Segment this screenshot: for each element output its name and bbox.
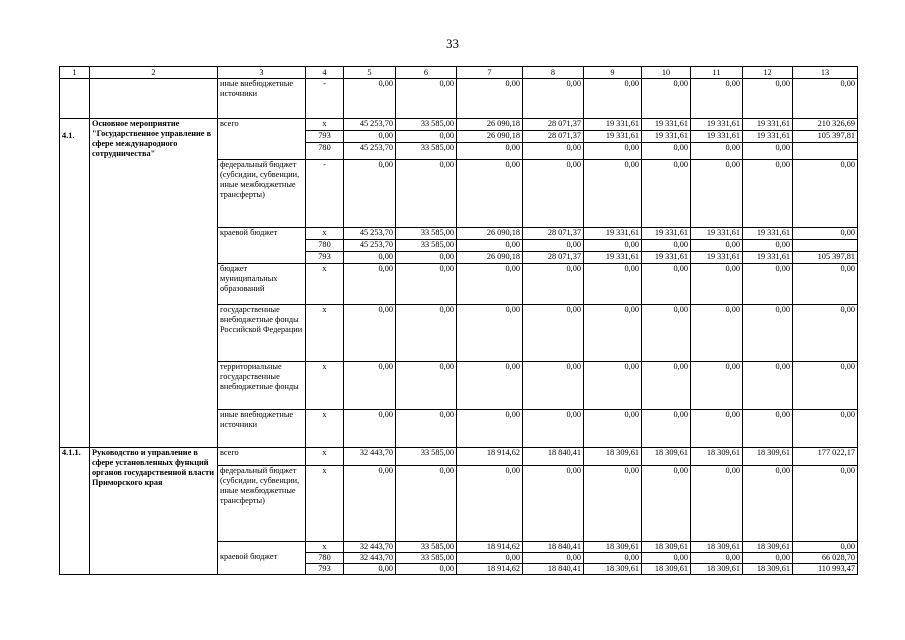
table-row: [60, 227, 858, 239]
value-cell: 0,00: [523, 409, 584, 447]
value-cell: 18 309,61: [691, 541, 743, 552]
value-cell: 0,00: [793, 227, 858, 239]
col-header: 9: [584, 67, 642, 79]
value-cell: 0,00: [584, 143, 642, 159]
value-cell: 0,00: [396, 465, 457, 541]
source-cell: государственные внебюджетные фонды Российской Федерации: [218, 304, 306, 361]
value-cell: 0,00: [642, 239, 691, 251]
value-cell: 33 585,00: [396, 552, 457, 563]
value-cell: 0,00: [691, 361, 743, 409]
section-number-cell: [60, 227, 90, 263]
source-cell: федеральный бюджет (субсидии, субвенции, иные межбюджетные трансферты): [218, 159, 306, 227]
value-cell: 19 331,61: [743, 251, 793, 263]
code-cell: -: [306, 159, 344, 227]
value-cell: 0,00: [584, 552, 642, 563]
value-cell: 0,00: [642, 304, 691, 361]
value-cell: 0,00: [344, 159, 396, 227]
value-cell: 28 071,37: [523, 227, 584, 239]
value-cell: 0,00: [584, 239, 642, 251]
value-cell: 0,00: [457, 263, 523, 304]
value-cell: 0,00: [642, 263, 691, 304]
value-cell: 0,00: [743, 304, 793, 361]
code-cell: 793: [306, 251, 344, 263]
table-row: [60, 159, 858, 227]
value-cell: 0,00: [523, 361, 584, 409]
value-cell: 33 585,00: [396, 447, 457, 465]
table-row: [60, 79, 858, 119]
value-cell: 19 331,61: [743, 227, 793, 239]
value-cell: 33 585,00: [396, 227, 457, 239]
value-cell: 18 840,41: [523, 447, 584, 465]
value-cell: 18 309,61: [642, 563, 691, 574]
value-cell: 0,00: [396, 563, 457, 574]
section-name-cell: Основное мероприятие "Государственное управление в сфере международного сотрудничества": [90, 119, 218, 160]
header-row: [60, 67, 858, 79]
value-cell: 0,00: [793, 541, 858, 552]
section-number-cell: 4.1.: [60, 119, 90, 160]
value-cell: 0,00: [523, 552, 584, 563]
value-cell: 0,00: [523, 79, 584, 119]
value-cell: 0,00: [691, 239, 743, 251]
section-number-cell: [60, 465, 90, 541]
value-cell: 32 443,70: [344, 541, 396, 552]
value-cell: 0,00: [743, 79, 793, 119]
value-cell: 33 585,00: [396, 119, 457, 131]
value-cell: 0,00: [457, 143, 523, 159]
col-header: 11: [691, 67, 743, 79]
value-cell: 0,00: [743, 263, 793, 304]
section-name-cell: [90, 552, 218, 574]
value-cell: 19 331,61: [584, 251, 642, 263]
value-cell: 18 309,61: [584, 447, 642, 465]
value-cell: 18 309,61: [743, 563, 793, 574]
table-row: [60, 263, 858, 304]
section-name-cell: Руководство и управление в сфере установленных функций органов государственной власти Приморского края: [90, 447, 218, 552]
value-cell: 0,00: [642, 159, 691, 227]
code-cell: -: [306, 79, 344, 119]
value-cell: 0,00: [743, 552, 793, 563]
value-cell: 0,00: [523, 239, 584, 251]
value-cell: 0,00: [691, 159, 743, 227]
value-cell: 18 914,62: [457, 563, 523, 574]
value-cell: 19 331,61: [642, 131, 691, 143]
section-number-cell: [60, 159, 90, 227]
value-cell: 0,00: [457, 159, 523, 227]
table-row: [60, 409, 858, 447]
value-cell: 0,00: [642, 361, 691, 409]
section-name-cell: [90, 227, 218, 263]
value-cell: 0,00: [523, 159, 584, 227]
code-cell: х: [306, 541, 344, 552]
col-header: 6: [396, 67, 457, 79]
value-cell: 0,00: [457, 239, 523, 251]
value-cell: 19 331,61: [743, 119, 793, 131]
value-cell: 0,00: [743, 465, 793, 541]
section-number-cell: 4.1.1.: [60, 447, 90, 465]
value-cell: 0,00: [584, 409, 642, 447]
value-cell: 19 331,61: [642, 227, 691, 239]
code-cell: х: [306, 465, 344, 541]
value-cell: 45 253,70: [344, 239, 396, 251]
value-cell: 0,00: [743, 409, 793, 447]
page-number: 33: [446, 36, 459, 51]
value-cell: 32 443,70: [344, 552, 396, 563]
value-cell: 0,00: [743, 143, 793, 159]
value-cell: 0,00: [396, 131, 457, 143]
value-cell: 18 914,62: [457, 447, 523, 465]
value-cell: [793, 239, 858, 251]
value-cell: 0,00: [691, 143, 743, 159]
value-cell: 0,00: [691, 465, 743, 541]
value-cell: 19 331,61: [691, 119, 743, 131]
value-cell: 0,00: [344, 263, 396, 304]
value-cell: 0,00: [523, 263, 584, 304]
value-cell: 0,00: [396, 304, 457, 361]
value-cell: 105 397,81: [793, 131, 858, 143]
code-cell: 780: [306, 239, 344, 251]
value-cell: 0,00: [691, 79, 743, 119]
value-cell: 18 309,61: [743, 447, 793, 465]
value-cell: 0,00: [523, 143, 584, 159]
value-cell: 0,00: [584, 159, 642, 227]
source-cell: иные внебюджетные источники: [218, 409, 306, 447]
value-cell: [793, 143, 858, 159]
section-number-cell: [60, 304, 90, 361]
value-cell: 0,00: [396, 409, 457, 447]
value-cell: 0,00: [344, 361, 396, 409]
value-cell: 0,00: [344, 79, 396, 119]
value-cell: 19 331,61: [642, 119, 691, 131]
value-cell: 0,00: [584, 304, 642, 361]
table-row: [60, 304, 858, 361]
value-cell: 0,00: [523, 465, 584, 541]
source-cell: иные внебюджетные источники: [218, 79, 306, 119]
value-cell: 19 331,61: [584, 227, 642, 239]
value-cell: 0,00: [691, 552, 743, 563]
source-cell: всего: [218, 119, 306, 160]
code-cell: 793: [306, 563, 344, 574]
section-number-cell: [60, 361, 90, 409]
value-cell: 19 331,61: [584, 119, 642, 131]
value-cell: 0,00: [642, 465, 691, 541]
value-cell: 18 309,61: [584, 541, 642, 552]
value-cell: 18 309,61: [642, 447, 691, 465]
table-row: [60, 552, 858, 563]
source-cell: территориальные государственные внебюджетные фонды: [218, 361, 306, 409]
code-cell: 780: [306, 143, 344, 159]
value-cell: 210 326,69: [793, 119, 858, 131]
value-cell: 0,00: [396, 159, 457, 227]
code-cell: 780: [306, 552, 344, 563]
value-cell: 33 585,00: [396, 541, 457, 552]
value-cell: 0,00: [793, 409, 858, 447]
table-row: [60, 361, 858, 409]
source-cell: краевой бюджет: [218, 227, 306, 263]
col-header: 4: [306, 67, 344, 79]
value-cell: 0,00: [793, 79, 858, 119]
value-cell: 177 022,17: [793, 447, 858, 465]
section-name-cell: [90, 304, 218, 361]
source-cell: краевой бюджет: [218, 541, 306, 574]
col-header: 13: [793, 67, 858, 79]
value-cell: 0,00: [793, 465, 858, 541]
code-cell: х: [306, 304, 344, 361]
value-cell: 0,00: [396, 79, 457, 119]
value-cell: 0,00: [396, 251, 457, 263]
col-header: 3: [218, 67, 306, 79]
value-cell: 26 090,18: [457, 131, 523, 143]
value-cell: 0,00: [793, 263, 858, 304]
value-cell: 33 585,00: [396, 239, 457, 251]
value-cell: 0,00: [584, 263, 642, 304]
value-cell: 0,00: [344, 409, 396, 447]
value-cell: 0,00: [584, 79, 642, 119]
value-cell: 0,00: [642, 409, 691, 447]
value-cell: 19 331,61: [743, 131, 793, 143]
section-number-cell: [60, 79, 90, 119]
value-cell: 18 840,41: [523, 563, 584, 574]
code-cell: 793: [306, 131, 344, 143]
value-cell: 0,00: [691, 304, 743, 361]
value-cell: 0,00: [743, 159, 793, 227]
value-cell: 45 253,70: [344, 227, 396, 239]
value-cell: 0,00: [344, 131, 396, 143]
value-cell: 18 840,41: [523, 541, 584, 552]
value-cell: 18 309,61: [743, 541, 793, 552]
source-cell: бюджет муниципальных образований: [218, 263, 306, 304]
section-number-cell: [60, 409, 90, 447]
value-cell: 0,00: [743, 239, 793, 251]
section-number-cell: [60, 541, 90, 574]
value-cell: 0,00: [642, 143, 691, 159]
budget-table: [59, 66, 858, 575]
value-cell: 0,00: [691, 263, 743, 304]
table-row: [60, 119, 858, 131]
value-cell: 110 993,47: [793, 563, 858, 574]
source-cell: всего: [218, 447, 306, 465]
value-cell: 18 309,61: [691, 447, 743, 465]
value-cell: 32 443,70: [344, 447, 396, 465]
value-cell: 0,00: [691, 409, 743, 447]
value-cell: 26 090,18: [457, 227, 523, 239]
value-cell: 0,00: [584, 465, 642, 541]
value-cell: 18 309,61: [691, 563, 743, 574]
value-cell: 0,00: [457, 361, 523, 409]
value-cell: 28 071,37: [523, 131, 584, 143]
value-cell: 19 331,61: [584, 131, 642, 143]
section-name-cell: [90, 263, 218, 304]
value-cell: 18 309,61: [584, 563, 642, 574]
value-cell: 28 071,37: [523, 251, 584, 263]
value-cell: 105 397,81: [793, 251, 858, 263]
col-header: 8: [523, 67, 584, 79]
value-cell: 0,00: [584, 361, 642, 409]
value-cell: 0,00: [793, 304, 858, 361]
value-cell: 66 028,70: [793, 552, 858, 563]
value-cell: 0,00: [457, 409, 523, 447]
code-cell: х: [306, 227, 344, 239]
value-cell: 28 071,37: [523, 119, 584, 131]
value-cell: 0,00: [793, 159, 858, 227]
col-header: 7: [457, 67, 523, 79]
section-name-cell: [90, 79, 218, 119]
value-cell: 18 309,61: [642, 541, 691, 552]
value-cell: 0,00: [344, 304, 396, 361]
col-header: 5: [344, 67, 396, 79]
value-cell: 26 090,18: [457, 251, 523, 263]
section-number-cell: [60, 263, 90, 304]
code-cell: х: [306, 119, 344, 131]
col-header: 12: [743, 67, 793, 79]
value-cell: 0,00: [457, 79, 523, 119]
col-header: 10: [642, 67, 691, 79]
value-cell: 19 331,61: [691, 227, 743, 239]
section-name-cell: [90, 409, 218, 447]
col-header: 2: [90, 67, 218, 79]
value-cell: 45 253,70: [344, 143, 396, 159]
value-cell: 0,00: [523, 304, 584, 361]
value-cell: 0,00: [743, 361, 793, 409]
value-cell: 0,00: [457, 304, 523, 361]
value-cell: 26 090,18: [457, 119, 523, 131]
section-name-cell: [90, 159, 218, 227]
value-cell: 0,00: [344, 465, 396, 541]
value-cell: 18 914,62: [457, 541, 523, 552]
value-cell: 0,00: [344, 563, 396, 574]
code-cell: х: [306, 409, 344, 447]
value-cell: 0,00: [457, 552, 523, 563]
table-row: [60, 447, 858, 465]
value-cell: 0,00: [642, 552, 691, 563]
value-cell: 19 331,61: [642, 251, 691, 263]
code-cell: х: [306, 263, 344, 304]
value-cell: 0,00: [396, 263, 457, 304]
code-cell: х: [306, 361, 344, 409]
value-cell: 19 331,61: [691, 251, 743, 263]
value-cell: 0,00: [396, 361, 457, 409]
source-cell: федеральный бюджет (субсидии, субвенции, иные межбюджетные трансферты): [218, 465, 306, 541]
value-cell: 33 585,00: [396, 143, 457, 159]
code-cell: х: [306, 447, 344, 465]
value-cell: 19 331,61: [691, 131, 743, 143]
value-cell: 45 253,70: [344, 119, 396, 131]
value-cell: 0,00: [344, 251, 396, 263]
value-cell: 0,00: [793, 361, 858, 409]
col-header: 1: [60, 67, 90, 79]
value-cell: 0,00: [642, 79, 691, 119]
section-name-cell: [90, 361, 218, 409]
value-cell: 0,00: [457, 465, 523, 541]
